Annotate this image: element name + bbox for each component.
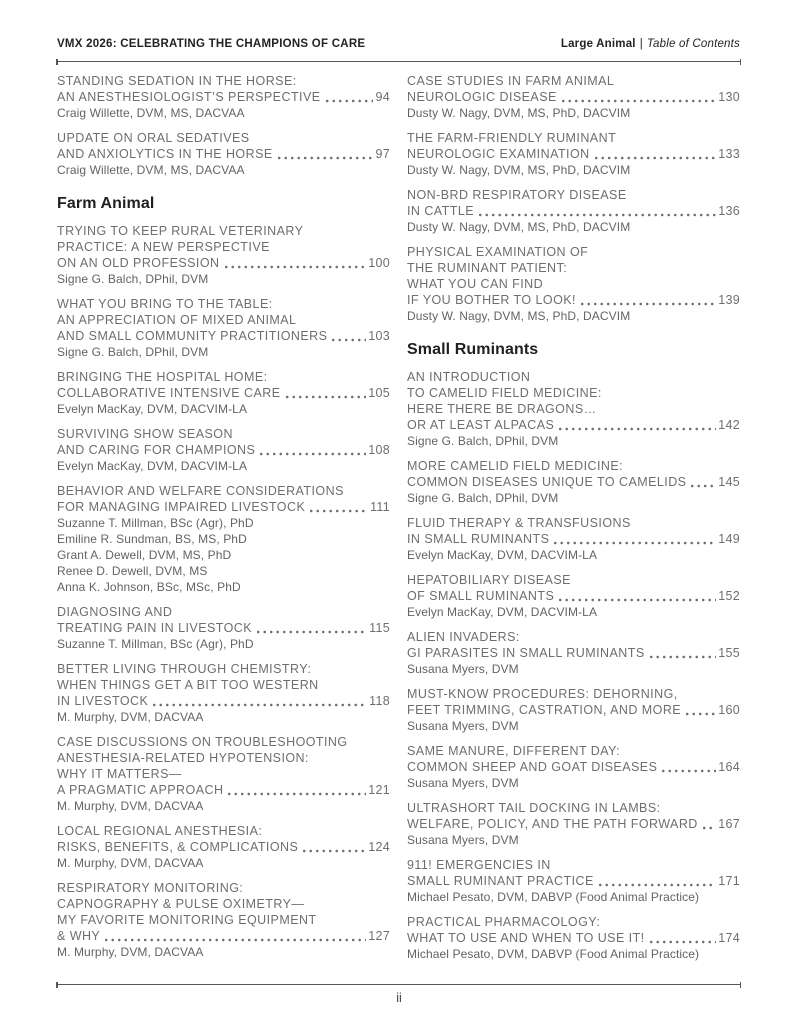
entry-title-line: SAME MANURE, DIFFERENT DAY:: [407, 744, 621, 758]
entry-author: Suzanne T. Millman, BSc (Agr), PhD: [57, 516, 254, 530]
toc-column-left: [57, 73, 390, 971]
entry-title-line: PRACTICE: A NEW PERSPECTIVE: [57, 240, 270, 254]
toc-entry: [57, 223, 390, 287]
entry-title: [407, 130, 740, 162]
page-number: 171: [718, 874, 740, 888]
toc-entry: [407, 458, 740, 506]
toc-entry: [57, 73, 390, 121]
toc-entry: [407, 857, 740, 905]
dot-leader: [257, 630, 367, 634]
entry-title-line: [57, 693, 390, 709]
page-number: 152: [718, 589, 740, 603]
dot-leader: [662, 769, 716, 773]
entry-title-line: DIAGNOSING AND: [57, 605, 173, 619]
entry-author: Susana Myers, DVM: [407, 719, 519, 733]
entry-title-line: [407, 417, 740, 433]
entry-title: [57, 604, 390, 636]
dot-leader: [650, 655, 717, 659]
entry-author: M. Murphy, DVM, DACVAA: [57, 799, 204, 813]
entry-title-text: IF YOU BOTHER TO LOOK!: [407, 293, 576, 307]
entry-title-text: IN CATTLE: [407, 204, 475, 218]
dot-leader: [691, 484, 716, 488]
entry-title-line: MORE CAMELID FIELD MEDICINE:: [407, 459, 624, 473]
page-number: 133: [718, 147, 740, 161]
entry-title: [407, 629, 740, 661]
entry-title-text: IN LIVESTOCK: [57, 694, 149, 708]
entry-title: [407, 914, 740, 946]
entry-author: Emiline R. Sundman, BS, MS, PhD: [57, 532, 247, 546]
page-number: 160: [718, 703, 740, 717]
entry-title-line: TO CAMELID FIELD MEDICINE:: [407, 386, 602, 400]
entry-author: Susana Myers, DVM: [407, 776, 519, 790]
toc-entry: [407, 73, 740, 121]
dot-leader: [260, 452, 366, 456]
dot-leader: [562, 99, 716, 103]
entry-title: [57, 73, 390, 105]
page-number: 105: [368, 386, 390, 400]
entry-title-line: [407, 930, 740, 946]
entry-title: [407, 800, 740, 832]
entry-title-line: 911! EMERGENCIES IN: [407, 858, 551, 872]
dot-leader: [703, 826, 716, 830]
header-rule: [57, 61, 740, 62]
entry-title-line: ALIEN INVADERS:: [407, 630, 520, 644]
entry-title-text: WHAT TO USE AND WHEN TO USE IT!: [407, 931, 645, 945]
entry-author: Michael Pesato, DVM, DABVP (Food Animal Practice): [407, 947, 700, 961]
entry-title-line: [407, 873, 740, 889]
entry-title-line: [57, 928, 390, 944]
entry-title-line: ANESTHESIA-RELATED HYPOTENSION:: [57, 751, 309, 765]
entry-title-line: [57, 89, 390, 105]
toc-entry: [407, 914, 740, 962]
entry-title-line: STANDING SEDATION IN THE HORSE:: [57, 74, 297, 88]
entry-title-line: MUST-KNOW PROCEDURES: DEHORNING,: [407, 687, 678, 701]
entry-author: Evelyn MacKay, DVM, DACVIM-LA: [57, 459, 248, 473]
dot-leader: [686, 712, 716, 716]
entry-title-line: [407, 203, 740, 219]
entry-author: Signe G. Balch, DPhil, DVM: [57, 272, 209, 286]
page-number: 103: [368, 329, 390, 343]
entry-title-line: SURVIVING SHOW SEASON: [57, 427, 233, 441]
entry-author: Evelyn MacKay, DVM, DACVIM-LA: [407, 605, 598, 619]
entry-title-line: [407, 531, 740, 547]
entry-title-line: THE FARM-FRIENDLY RUMINANT: [407, 131, 617, 145]
entry-title-line: [57, 620, 390, 636]
toc-entry: [407, 572, 740, 620]
entry-title: [57, 296, 390, 344]
page-number: 145: [718, 475, 740, 489]
page-number: 100: [368, 256, 390, 270]
entry-title-line: MY FAVORITE MONITORING EQUIPMENT: [57, 913, 317, 927]
entry-author: Anna K. Johnson, BSc, MSc, PhD: [57, 580, 241, 594]
page-number: 94: [375, 90, 390, 104]
entry-title-text: COMMON SHEEP AND GOAT DISEASES: [407, 760, 658, 774]
header-separator: |: [639, 38, 643, 50]
entry-title: [57, 880, 390, 944]
entry-title-line: CASE STUDIES IN FARM ANIMAL: [407, 74, 615, 88]
entry-title-line: [57, 442, 390, 458]
dot-leader: [286, 395, 367, 399]
header-section-label: Large Animal: [560, 38, 636, 50]
folio-page-number: ii: [396, 991, 402, 1005]
entry-title-text: AN ANESTHESIOLOGIST’S PERSPECTIVE: [57, 90, 321, 104]
page-number: 118: [369, 694, 390, 708]
dot-leader: [326, 99, 374, 103]
entry-title-text: SMALL RUMINANT PRACTICE: [407, 874, 594, 888]
dot-leader: [105, 938, 366, 942]
entry-title-text: NEUROLOGIC DISEASE: [407, 90, 557, 104]
entry-title-line: CAPNOGRAPHY & PULSE OXIMETRY—: [57, 897, 305, 911]
entry-title-line: BETTER LIVING THROUGH CHEMISTRY:: [57, 662, 312, 676]
dot-leader: [650, 940, 717, 944]
entry-title-line: LOCAL REGIONAL ANESTHESIA:: [57, 824, 263, 838]
entry-title: [57, 369, 390, 401]
entry-title-line: BEHAVIOR AND WELFARE CONSIDERATIONS: [57, 484, 344, 498]
entry-title: [407, 73, 740, 105]
dot-leader: [310, 509, 368, 513]
toc-columns: [57, 73, 740, 971]
entry-title-line: ULTRASHORT TAIL DOCKING IN LAMBS:: [407, 801, 661, 815]
entry-title-line: [407, 645, 740, 661]
toc-entry: [57, 604, 390, 652]
entry-author: Signe G. Balch, DPhil, DVM: [407, 434, 559, 448]
entry-title-text: RISKS, BENEFITS, & COMPLICATIONS: [57, 840, 299, 854]
entry-author: Dusty W. Nagy, DVM, MS, PhD, DACVIM: [407, 163, 631, 177]
page-number: 127: [368, 929, 390, 943]
entry-title-line: TRYING TO KEEP RURAL VETERINARY: [57, 224, 304, 238]
toc-entry: [57, 426, 390, 474]
header-doc-label: Table of Contents: [646, 38, 740, 50]
toc-entry: [57, 369, 390, 417]
entry-title-text: A PRAGMATIC APPROACH: [57, 783, 224, 797]
entry-title-line: AN APPRECIATION OF MIXED ANIMAL: [57, 313, 297, 327]
toc-entry: [407, 686, 740, 734]
entry-title: [57, 823, 390, 855]
entry-title-line: [57, 385, 390, 401]
entry-title-line: [407, 702, 740, 718]
toc-entry: [407, 515, 740, 563]
entry-title-text: COMMON DISEASES UNIQUE TO CAMELIDS: [407, 475, 687, 489]
page-number: 136: [718, 204, 740, 218]
page-number: 174: [718, 931, 740, 945]
toc-entry: [407, 743, 740, 791]
toc-entry: [57, 661, 390, 725]
toc-entry: [57, 483, 390, 595]
toc-entry: [407, 130, 740, 178]
entry-author: Craig Willette, DVM, MS, DACVAA: [57, 163, 245, 177]
toc-entry: [57, 880, 390, 960]
entry-title-line: [57, 782, 390, 798]
entry-title-line: HERE THERE BE DRAGONS…: [407, 402, 597, 416]
entry-title-text: ON AN OLD PROFESSION: [57, 256, 220, 270]
page-number: 124: [368, 840, 390, 854]
entry-author: Evelyn MacKay, DVM, DACVIM-LA: [407, 548, 598, 562]
entry-author: Dusty W. Nagy, DVM, MS, PhD, DACVIM: [407, 220, 631, 234]
entry-author: Signe G. Balch, DPhil, DVM: [407, 491, 559, 505]
toc-column-right: [407, 73, 740, 971]
footer-rule: [57, 984, 740, 985]
entry-title: [57, 483, 390, 515]
entry-title-line: [407, 588, 740, 604]
entry-title-text: & WHY: [57, 929, 101, 943]
entry-title-text: AND CARING FOR CHAMPIONS: [57, 443, 256, 457]
dot-leader: [153, 703, 367, 707]
entry-title: [407, 187, 740, 219]
entry-author: Michael Pesato, DVM, DABVP (Food Animal Practice): [407, 890, 700, 904]
entry-title-line: [407, 759, 740, 775]
entry-title-line: WHAT YOU BRING TO THE TABLE:: [57, 297, 273, 311]
entry-title-line: RESPIRATORY MONITORING:: [57, 881, 244, 895]
entry-title-line: WHY IT MATTERS—: [57, 767, 182, 781]
section-heading: Small Ruminants: [407, 341, 539, 358]
entry-title: [407, 686, 740, 718]
entry-title-line: AN INTRODUCTION: [407, 370, 531, 384]
toc-entry: [407, 369, 740, 449]
entry-title-text: FEET TRIMMING, CASTRATION, AND MORE: [407, 703, 682, 717]
entry-title-line: [57, 328, 390, 344]
entry-title-line: BRINGING THE HOSPITAL HOME:: [57, 370, 268, 384]
entry-title: [407, 515, 740, 547]
page-number: 149: [718, 532, 740, 546]
toc-entry: [407, 244, 740, 324]
entry-title-line: NON-BRD RESPIRATORY DISEASE: [407, 188, 627, 202]
entry-title-line: [57, 839, 390, 855]
entry-title-text: OR AT LEAST ALPACAS: [407, 418, 555, 432]
page-number: 121: [368, 783, 390, 797]
toc-entry: [407, 800, 740, 848]
entry-title-text: WELFARE, POLICY, AND THE PATH FORWARD: [407, 817, 698, 831]
entry-title-text: GI PARASITES IN SMALL RUMINANTS: [407, 646, 645, 660]
entry-author: Craig Willette, DVM, MS, DACVAA: [57, 106, 245, 120]
entry-title-line: FLUID THERAPY & TRANSFUSIONS: [407, 516, 631, 530]
entry-title: [57, 130, 390, 162]
entry-author: M. Murphy, DVM, DACVAA: [57, 710, 204, 724]
entry-title: [57, 734, 390, 798]
dot-leader: [581, 302, 716, 306]
page-number: 111: [370, 500, 390, 514]
entry-title-text: AND SMALL COMMUNITY PRACTITIONERS: [57, 329, 328, 343]
entry-title-line: [57, 499, 390, 515]
entry-author: Grant A. Dewell, DVM, MS, PhD: [57, 548, 232, 562]
dot-leader: [225, 265, 367, 269]
entry-title-line: UPDATE ON ORAL SEDATIVES: [57, 131, 250, 145]
entry-author: Dusty W. Nagy, DVM, MS, PhD, DACVIM: [407, 309, 631, 323]
entry-author: Evelyn MacKay, DVM, DACVIM-LA: [57, 402, 248, 416]
entry-author: Susana Myers, DVM: [407, 662, 519, 676]
entry-author: Renee D. Dewell, DVM, MS: [57, 564, 208, 578]
entry-title: [407, 244, 740, 308]
entry-title-line: [57, 146, 390, 162]
entry-title-text: AND ANXIOLYTICS IN THE HORSE: [57, 147, 273, 161]
entry-author: Susana Myers, DVM: [407, 833, 519, 847]
dot-leader: [554, 541, 716, 545]
entry-author: Dusty W. Nagy, DVM, MS, PhD, DACVIM: [407, 106, 631, 120]
dot-leader: [595, 156, 717, 160]
dot-leader: [278, 156, 374, 160]
entry-title: [407, 572, 740, 604]
entry-title: [57, 426, 390, 458]
entry-title-line: [57, 255, 390, 271]
entry-title-line: THE RUMINANT PATIENT:: [407, 261, 568, 275]
entry-title-line: PRACTICAL PHARMACOLOGY:: [407, 915, 601, 929]
entry-title: [57, 661, 390, 709]
section-heading: Farm Animal: [57, 195, 155, 212]
toc-entry: [407, 187, 740, 235]
page-number: 115: [369, 621, 390, 635]
page-number: 97: [375, 147, 390, 161]
entry-title: [407, 743, 740, 775]
entry-title: [407, 369, 740, 433]
entry-title-text: OF SMALL RUMINANTS: [407, 589, 555, 603]
dot-leader: [228, 792, 366, 796]
dot-leader: [332, 338, 366, 342]
dot-leader: [559, 598, 716, 602]
dot-leader: [559, 427, 716, 431]
document-title: VMX 2026: CELEBRATING THE CHAMPIONS OF CARE: [57, 38, 366, 50]
page-number: 155: [718, 646, 740, 660]
entry-title-text: TREATING PAIN IN LIVESTOCK: [57, 621, 253, 635]
dot-leader: [303, 849, 366, 853]
page-number: 164: [718, 760, 740, 774]
toc-entry: [57, 130, 390, 178]
entry-title-text: COLLABORATIVE INTENSIVE CARE: [57, 386, 281, 400]
page-number: 108: [368, 443, 390, 457]
entry-title-line: HEPATOBILIARY DISEASE: [407, 573, 571, 587]
dot-leader: [479, 213, 716, 217]
entry-title: [407, 857, 740, 889]
entry-title-line: [407, 816, 740, 832]
entry-title-line: CASE DISCUSSIONS ON TROUBLESHOOTING: [57, 735, 348, 749]
entry-author: M. Murphy, DVM, DACVAA: [57, 945, 204, 959]
entry-title-text: FOR MANAGING IMPAIRED LIVESTOCK: [57, 500, 306, 514]
entry-title: [407, 458, 740, 490]
entry-title-line: WHEN THINGS GET A BIT TOO WESTERN: [57, 678, 319, 692]
toc-entry: [57, 734, 390, 814]
entry-title-line: [407, 474, 740, 490]
header-right: [561, 38, 740, 50]
entry-title-line: [407, 89, 740, 105]
entry-author: Signe G. Balch, DPhil, DVM: [57, 345, 209, 359]
entry-author: Suzanne T. Millman, BSc (Agr), PhD: [57, 637, 254, 651]
entry-author: M. Murphy, DVM, DACVAA: [57, 856, 204, 870]
dot-leader: [599, 883, 716, 887]
entry-title-line: [407, 146, 740, 162]
entry-title-line: WHAT YOU CAN FIND: [407, 277, 544, 291]
page-number: 139: [718, 293, 740, 307]
entry-title-line: PHYSICAL EXAMINATION OF: [407, 245, 589, 259]
page-number: 167: [718, 817, 740, 831]
entry-title-text: IN SMALL RUMINANTS: [407, 532, 550, 546]
entry-title-text: NEUROLOGIC EXAMINATION: [407, 147, 590, 161]
toc-entry: [57, 296, 390, 360]
entry-title: [57, 223, 390, 271]
toc-entry: [407, 629, 740, 677]
toc-entry: [57, 823, 390, 871]
page-number: 130: [718, 90, 740, 104]
page-number: 142: [718, 418, 740, 432]
entry-title-line: [407, 292, 740, 308]
page-header: [57, 38, 740, 50]
